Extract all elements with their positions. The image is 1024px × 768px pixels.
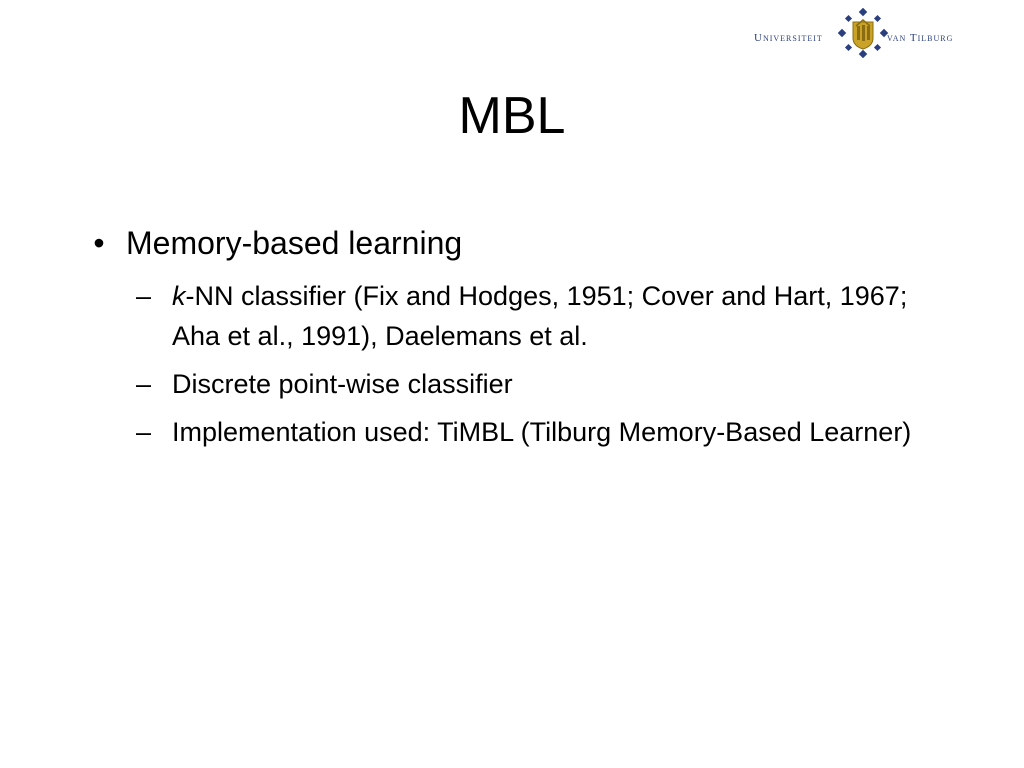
university-emblem-icon (838, 8, 888, 58)
dash-marker: – (136, 417, 152, 447)
sub-bullet-italic-prefix: k (172, 281, 186, 311)
dash-marker: – (136, 281, 152, 311)
sub-bullet-item (84, 412, 942, 452)
sub-bullet-text: -NN classifier (Fix and Hodges, 1951; Cover and Hart, 1967; Aha et al., 1991), Daelemans et al. (172, 281, 908, 351)
dash-marker: – (136, 369, 152, 399)
bullet-marker: • (93, 225, 105, 261)
sub-bullet-list (84, 276, 964, 452)
bullet-list (84, 224, 964, 460)
university-logo (752, 8, 962, 58)
sub-bullet-item (84, 276, 942, 356)
slide-title: MBL (458, 87, 566, 145)
sub-bullet-item (84, 364, 942, 404)
sub-bullet-text: Discrete point-wise classifier (172, 369, 513, 399)
bullet-item (84, 224, 964, 262)
sub-bullet-text: Implementation used: TiMBL (Tilburg Memory-Based Learner) (172, 417, 912, 447)
bullet-text: Memory-based learning (126, 225, 463, 261)
logo-text-van-tilburg: van Tilburg (887, 32, 954, 44)
logo-text-universiteit: Universiteit (754, 32, 823, 44)
